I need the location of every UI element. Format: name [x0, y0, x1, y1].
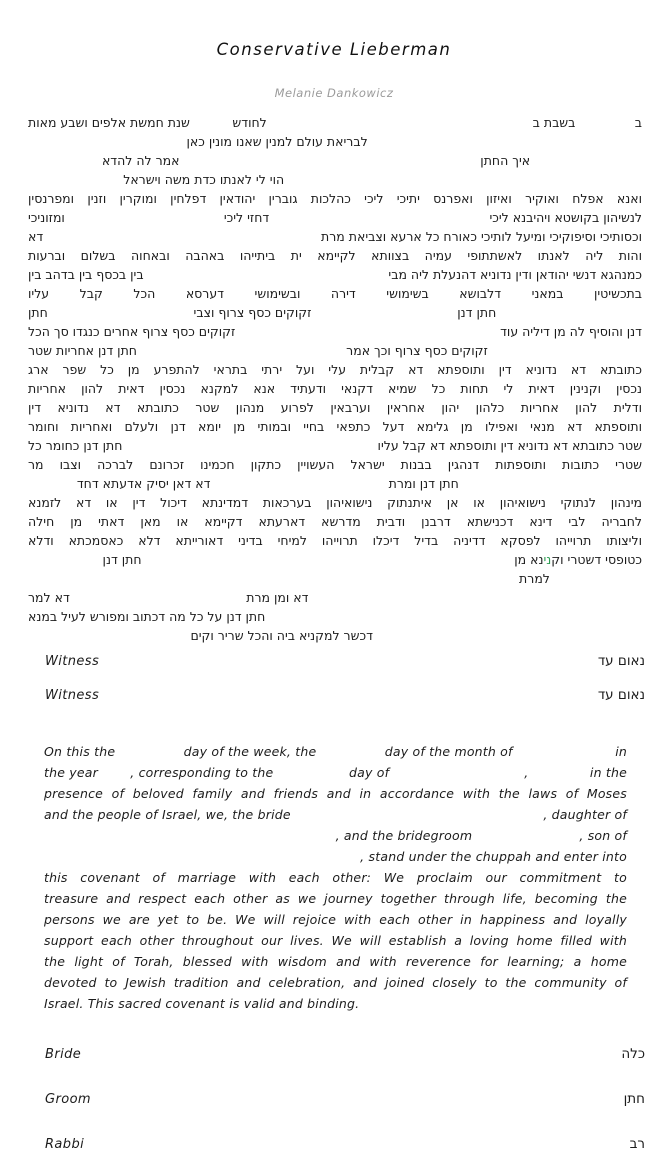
english-text-line: persons we are yet to be. We will rejoice with each other in happiness and loyally [44, 912, 627, 927]
text-segment [514, 550, 642, 569]
hebrew-text-line: ותוספתא דא מנאי ואפילו מן גלימא דעל כתפאי בחיי ובמותי מן יומא דנן ולעלם ואחריות וחומר [28, 419, 642, 434]
text-segment: , daughter of [543, 807, 627, 822]
english-text-line [44, 846, 627, 867]
text-segment: זקוקים כסף צרוף אחרים כנגדו סך הכל [28, 324, 236, 339]
text-segment: דא ומן מרת [246, 590, 309, 605]
text-segment: לחודש [232, 115, 267, 130]
english-text-block [0, 741, 668, 1014]
hebrew-text-line [28, 265, 642, 284]
hebrew-text-line [28, 227, 642, 246]
hebrew-text-line [28, 322, 642, 341]
hebrew-text-line: לחבריה לבי דינא דכנישתא דרבנן ודבית מדרשא דארעתא דקיימא או מאן דאתי מן חילה [28, 514, 642, 529]
hebrew-text-line [28, 113, 642, 132]
hebrew-label: חתן [623, 1091, 645, 1107]
text-segment: בין בכסף בין בדהב בין [28, 267, 144, 282]
text-segment: On this the [44, 744, 116, 759]
witness-row [45, 687, 645, 705]
hebrew-text-line: כתובתא דא נדוניא דין ותוספתא דא קבלית עלי ועל ירתי בתראי להתפרע מן כל שפר ארג [28, 362, 642, 377]
english-text-line [44, 762, 627, 783]
hebrew-text-line: בתכשיטין במאני דלבושא בשימושי דירה ובשימושי דערסא הכל קבל עליו [28, 286, 642, 301]
hebrew-label: נאום עד [597, 687, 645, 703]
text-segment: ב [634, 115, 642, 130]
hebrew-text-line [28, 170, 642, 189]
english-label: Witness [45, 654, 100, 669]
text-segment: אמר לה להדא [101, 153, 180, 168]
witness-signature-rows [0, 653, 668, 705]
text-segment: שטר כתובתא דא נדוניא דין ותוספתא דא קבל עליו [377, 438, 642, 453]
accent-letters: ני [543, 552, 552, 567]
hebrew-text-line: והות ליה לאנתו לאשתתופי עמיה בצוותא לקיימא ית ביתייהו באהבה ובאחוה בשלום וברעות [28, 248, 642, 263]
english-text-line [44, 804, 627, 825]
english-label: Groom [45, 1092, 91, 1107]
hebrew-text-block [0, 113, 668, 645]
english-text-line: presence of beloved family and friends and in accordance with the laws of Moses [44, 786, 627, 801]
text-segment: זקוקים כסף צרוף וכך אמר [346, 343, 488, 358]
hebrew-text-line [28, 151, 642, 170]
english-text-line: Israel. This sacred covenant is valid and binding. [44, 996, 360, 1011]
hebrew-label: כלה [621, 1046, 645, 1062]
hebrew-text-line [28, 607, 642, 626]
text-segment: , stand under the chuppah and enter into [360, 849, 627, 864]
text-segment: day of the month of [384, 744, 513, 759]
text-segment: שנת חמשת אלפים ושבע מאות [27, 115, 190, 130]
hebrew-text-line: ואנא אפלח ואוקיר ואיזון ואפרנס יתיכי ליכי כהלכות גוברין יהודאין דפלחין ומוקרין וזנין ומפרנסין [28, 191, 642, 206]
text-segment: חתן דנן ומרת [388, 476, 459, 491]
text-segment: day of [348, 765, 390, 780]
text-segment: זקוקים כסף צרוף וצבי [193, 305, 312, 320]
signature-row [45, 1091, 645, 1109]
hebrew-text-line [28, 569, 642, 588]
hebrew-text-line [28, 550, 642, 569]
hebrew-text-line [28, 303, 642, 322]
text-segment: and the people of Israel, we, the bride [44, 807, 291, 822]
text-segment: דא למר [28, 590, 70, 605]
text-segment: כמנהגא דנשי יהודאן ודין נדוניא דהנעלת ליה מבי [388, 267, 642, 282]
text-segment: דא דאן יסיק אדעתא דחד [76, 476, 211, 491]
english-text-line: support each other throughout our lives. We will establish a loving home filled with [44, 933, 627, 948]
artist-name: Melanie Dankowicz [274, 86, 394, 100]
english-text-line: treasure and respect each other as we journey together through life, becoming the [44, 891, 627, 906]
text-segment: איך החתן [480, 153, 531, 168]
text-segment: לנשיהון בקושטא ויהיבנא ליכי [489, 210, 642, 225]
english-label: Bride [45, 1047, 82, 1062]
text-segment: , son of [579, 828, 627, 843]
hebrew-text-line [28, 626, 642, 645]
signature-row [45, 1136, 645, 1154]
hebrew-text-line: שטרי כתובות ותוספתות דנהגין בבנות ישראל העשויין כתקון חכמינו זכרונם לברכה וצבו מר [28, 457, 642, 472]
text-segment: חתן דנן [457, 305, 497, 320]
text-segment: חתן דנן על כל מה דכתוב ומפורש לעיל במנא [28, 609, 266, 624]
text-segment: לבריאת עולם למנין שאנו מונין כאן [186, 134, 368, 149]
english-text-line [44, 741, 627, 762]
hebrew-text-line: וליצותו תרוייהו לפסקא דדיניה בדיל דיכלו תרוייהו למיחי בדיני דאורייתא דלא כאסמכתא ודלא [28, 533, 642, 548]
hebrew-text-line [28, 588, 642, 607]
witness-row [45, 653, 645, 671]
english-text-line: the light of Torah, blessed with wisdom and with reverence for learning; a home [44, 954, 627, 969]
english-label: Witness [45, 688, 100, 703]
text-segment: דחזי ליכי [223, 210, 270, 225]
hebrew-text-line: מינהון לנתוקי נישואיהון או אן איתנתוק נישואיהון בערכאות דמדינתא דיכול דין או דא לזמנא [28, 495, 642, 510]
hebrew-text-line [28, 474, 642, 493]
text-segment: וכסותיכי וסיפוקיכי ומיעל לותיכי כאורח כל ארעא וצביאת מרת [321, 229, 642, 244]
text-segment: day of the week, the [183, 744, 317, 759]
text-segment: the year [44, 765, 98, 780]
hebrew-text-line [28, 208, 642, 227]
text-segment: חתן דנן אחריות שטר [28, 343, 137, 358]
text-segment: חתן דנן כחומר כל [28, 438, 123, 453]
text-segment: בשבת ב [532, 115, 576, 130]
english-text-line [44, 825, 627, 846]
english-text-line: devoted to Jewish tradition and celebration, and joined closely to the community of [44, 975, 627, 990]
text-segment: דכשר למקניא ביה והכל שריר וקים [190, 628, 373, 643]
text-segment: דא [28, 229, 44, 244]
hebrew-text-line [28, 436, 642, 455]
text-segment: , [524, 765, 529, 780]
text-run: כטופסי דשטרי וק [551, 552, 642, 567]
page-title: Conservative Lieberman [216, 40, 452, 59]
text-segment: , corresponding to the [130, 765, 274, 780]
hebrew-text-line [28, 341, 642, 360]
hebrew-text-line: ודלית להון אחריות כלהון יהון אחראין וערבאין לפרוע מנהון שטר כתובתא דא נדוניא דין [28, 400, 642, 415]
text-segment: חתן [27, 305, 48, 320]
text-segment: חתן דנן [102, 552, 142, 567]
text-segment: למרת [519, 571, 550, 586]
english-label: Rabbi [45, 1137, 85, 1152]
signature-label-rows [0, 1046, 668, 1154]
text-segment: דנן והוסיף לה מן דיליה עוד [500, 324, 642, 339]
english-text-line: this covenant of marriage with each other: We proclaim our commitment to [44, 870, 627, 885]
text-segment: ומזוניכי [28, 210, 65, 225]
hebrew-label: נאום עד [597, 653, 645, 669]
text-segment: הוי לי לאנתו כדת משה וישראל [123, 172, 285, 187]
hebrew-text-line: נכסין וקנינין דאית לי תחות כל שמיא דקנאי ודעתיד אנא למקנא נכסין דאית להון אחריות [28, 381, 642, 396]
text-segment: , and the bridegroom [335, 828, 473, 843]
text-segment: in the [589, 765, 627, 780]
signature-row [45, 1046, 645, 1064]
hebrew-text-line [28, 132, 642, 151]
text-run: נא מן [514, 552, 544, 567]
text-segment: in [615, 744, 627, 759]
hebrew-label: רב [629, 1136, 645, 1152]
